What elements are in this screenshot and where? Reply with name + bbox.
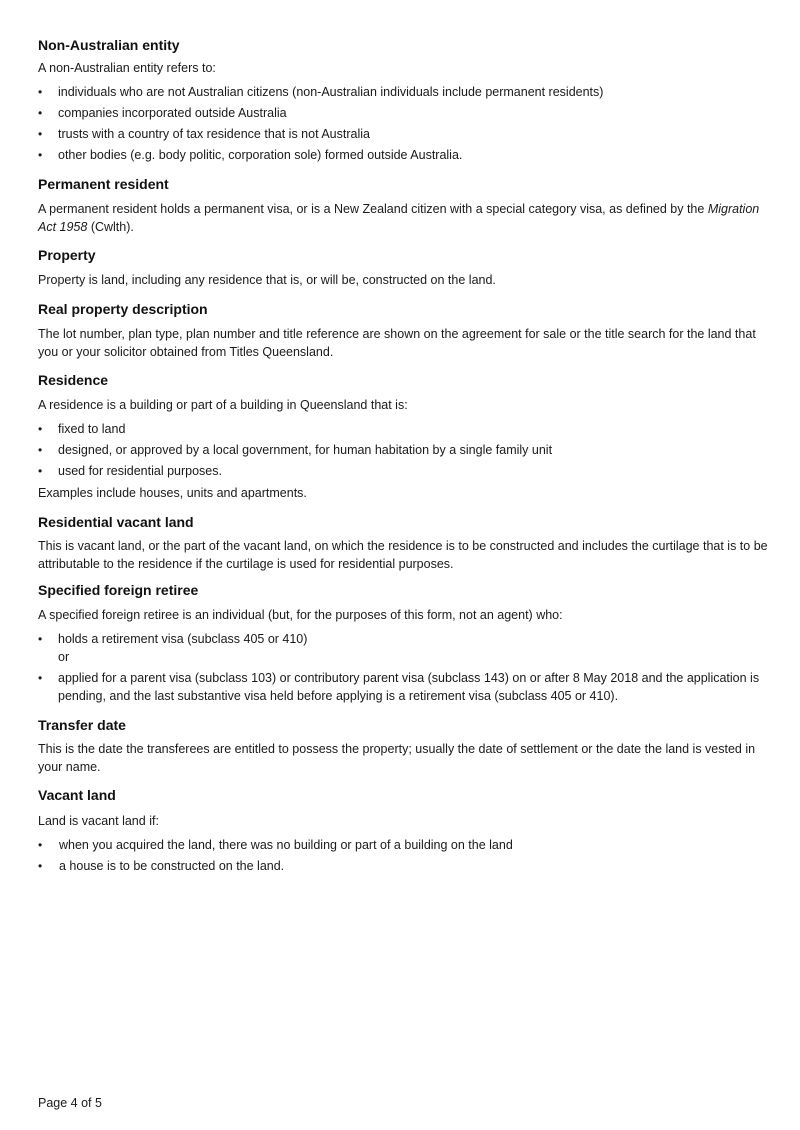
bullet-icon: • (38, 422, 43, 436)
heading-transfer-date: Transfer date (38, 717, 126, 733)
permanent-resident-text: A permanent resident holds a permanent visa, or is a New Zealand citizen with a special category visa, as defined by the Migration Act 1958 (Cwlth). (38, 202, 760, 234)
real-property-description-text: The lot number, plan type, plan number and title reference are shown on the agreement for sale or the title search for the land that you or your solicitor obtained from Titles Queensland. (38, 327, 756, 359)
section-transfer-date (38, 717, 768, 776)
list-item: • applied for a parent visa (subclass 103) or contributory parent visa (subclass 143) on or after 8 May 2018 and the application is pending, and the last substantive visa held before applying is a retirement visa (subclass 405 or 410). (38, 671, 760, 703)
section-vacant-land (38, 787, 768, 878)
list-item: • when you acquired the land, there was no building or part of a building on the land (38, 838, 513, 852)
heading-non-australian-entity: Non-Australian entity (38, 37, 180, 53)
non-australian-entity-intro: A non-Australian entity refers to: (38, 61, 216, 75)
residence-examples: Examples include houses, units and apartments. (38, 486, 307, 500)
section-residential-vacant-land (38, 514, 768, 573)
list-item: • holds a retirement visa (subclass 405 or 410) (38, 632, 308, 646)
list-item: • other bodies (e.g. body politic, corporation sole) formed outside Australia. (38, 148, 463, 162)
heading-specified-foreign-retiree: Specified foreign retiree (38, 582, 199, 598)
vacant-land-intro: Land is vacant land if: (38, 814, 159, 828)
section-residence (38, 372, 768, 502)
list-item: • companies incorporated outside Australia (38, 106, 287, 120)
bullet-icon: • (38, 148, 43, 162)
bullet-icon: • (38, 106, 43, 120)
section-real-property-description (38, 301, 768, 361)
bullet-icon: • (38, 838, 43, 852)
list-item: • individuals who are not Australian citizens (non-Australian individuals include permanent residents) (38, 85, 604, 99)
bullet-icon: • (38, 671, 43, 685)
section-property (38, 247, 768, 289)
specified-foreign-retiree-intro: A specified foreign retiree is an individual (but, for the purposes of this form, not an agent) who: (38, 608, 563, 622)
list-item: • used for residential purposes. (38, 464, 222, 478)
section-permanent-resident (38, 176, 768, 236)
residential-vacant-land-text: This is vacant land, or the part of the vacant land, on which the residence is to be constructed and includes the curtilage that is to be attributable to the residence if the curtilage is used for residential purposes. (38, 539, 768, 571)
residence-list (38, 420, 768, 480)
vacant-land-list (38, 836, 768, 875)
bullet-icon: • (38, 464, 43, 478)
residence-intro: A residence is a building or part of a building in Queensland that is: (38, 398, 408, 412)
list-item: • trusts with a country of tax residence that is not Australia (38, 127, 370, 141)
bullet-icon: • (38, 127, 43, 141)
transfer-date-text: This is the date the transferees are entitled to possess the property; usually the date of settlement or the date the land is vested in your name. (38, 742, 756, 774)
list-item: • designed, or approved by a local government, for human habitation by a single family unit (38, 443, 553, 457)
page-number: Page 4 of 5 (38, 1096, 102, 1110)
bullet-icon: • (38, 85, 43, 99)
heading-residential-vacant-land: Residential vacant land (38, 514, 194, 530)
bullet-icon: • (38, 632, 43, 646)
non-australian-entity-list (38, 83, 768, 164)
heading-residence: Residence (38, 372, 109, 388)
heading-vacant-land: Vacant land (38, 787, 116, 803)
section-non-australian-entity (38, 37, 768, 167)
list-item: • a house is to be constructed on the land. (38, 859, 285, 873)
property-text: Property is land, including any residence that is, or will be, constructed on the land. (38, 273, 496, 287)
list-item: • fixed to land (38, 422, 126, 436)
heading-permanent-resident: Permanent resident (38, 176, 169, 192)
bullet-icon: • (38, 443, 43, 457)
section-specified-foreign-retiree (38, 582, 768, 708)
act-name: Migration Act 1958 (38, 202, 760, 234)
or-connector: or (58, 650, 70, 664)
specified-foreign-retiree-list (38, 630, 768, 705)
heading-real-property-description: Real property description (38, 301, 208, 317)
bullet-icon: • (38, 859, 43, 873)
heading-property: Property (38, 247, 96, 263)
